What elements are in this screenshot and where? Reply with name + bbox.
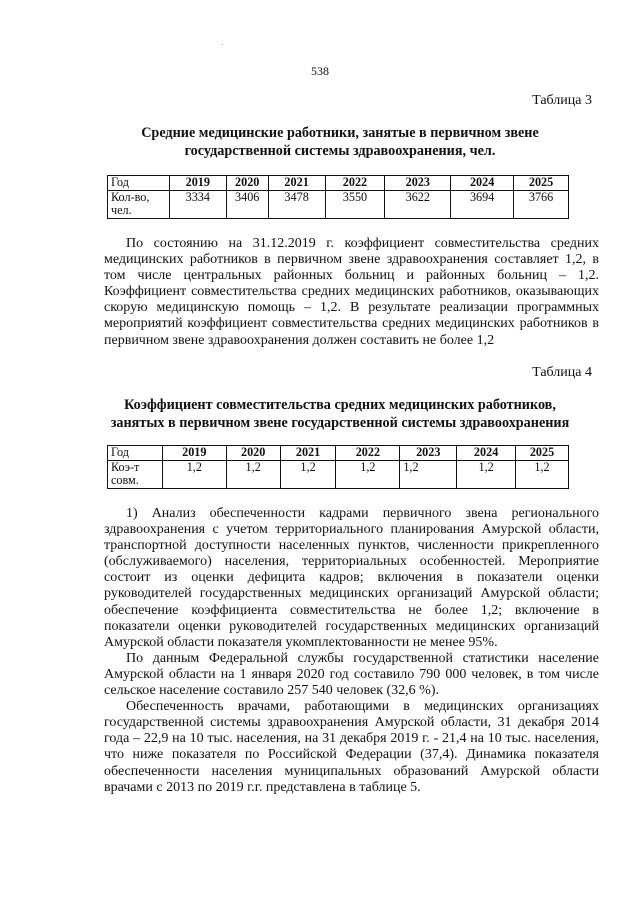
table4-header-cell: 2023 xyxy=(400,446,457,461)
table3-label: Таблица 3 xyxy=(532,93,592,108)
table3-title xyxy=(90,125,590,160)
table3-value-cell: 3478 xyxy=(268,190,325,218)
table4-value-cell: 1,2 xyxy=(336,460,400,488)
table3-data-row xyxy=(108,190,569,218)
table4-row-label xyxy=(108,460,163,488)
table3-value-cell: 3550 xyxy=(325,190,385,218)
table3-header-cell: 2022 xyxy=(325,176,385,191)
table4-value-cell: 1,2 xyxy=(400,460,457,488)
table3-header-cell: 2023 xyxy=(385,176,451,191)
table4-row-label-line2: совм. xyxy=(111,473,139,487)
table4-value-cell: 1,2 xyxy=(516,460,569,488)
table3-value-cell: 3766 xyxy=(514,190,569,218)
table3-header-cell: 2025 xyxy=(514,176,569,191)
table4-header-cell: Год xyxy=(108,446,163,461)
table4-row-label-line1: Коэ-т xyxy=(111,459,140,474)
table4-title-line1: Коэффициент совместительства средних медицинских работников, xyxy=(124,397,556,413)
table4-title xyxy=(60,397,620,432)
table4-header-cell: 2022 xyxy=(336,446,400,461)
scan-speck xyxy=(222,44,223,45)
paragraph-3: По данным Федеральной службы государственной статистики население Амурской области на 1 января 2020 год составило 790 000 человек, в том числе сельское население составило 257 540 человек (32,6 %). xyxy=(104,650,599,699)
table3-header-row xyxy=(108,176,569,191)
table3-header-cell: 2024 xyxy=(451,176,514,191)
table4-title-line2: занятых в первичном звене государственной системы здравоохранения xyxy=(110,414,570,431)
table3-header-cell: 2019 xyxy=(169,176,226,191)
table4-value-cell: 1,2 xyxy=(457,460,516,488)
table3-title-line2: государственной системы здравоохранения, чел. xyxy=(184,142,496,159)
table4-header-cell: 2021 xyxy=(280,446,336,461)
table3-value-cell: 3622 xyxy=(385,190,451,218)
table4-header-cell: 2025 xyxy=(516,446,569,461)
table3-row-label-line2: чел. xyxy=(111,203,132,217)
table4-header-cell: 2020 xyxy=(226,446,280,461)
table4-value-cell: 1,2 xyxy=(280,460,336,488)
table3-value-cell: 3334 xyxy=(169,190,226,218)
table4-value-cell: 1,2 xyxy=(162,460,226,488)
table3-row-label xyxy=(108,190,170,218)
page-number: 538 xyxy=(311,64,329,78)
table4-data-row xyxy=(108,460,569,488)
table3-value-cell: 3406 xyxy=(226,190,268,218)
table4-header-cell: 2019 xyxy=(162,446,226,461)
table4-header-cell: 2024 xyxy=(457,446,516,461)
paragraph-2: 1) Анализ обеспеченности кадрами первичного звена регионального здравоохранения с учетом территориального планирования Амурской области, транспортной доступности населенных пунктов, численности прикрепленного (обслуживаемого) населения, территориальных особенностей. Мероприятие состоит из оценки дефицита кадров; включения в показатели оценки руководителей государственных медицинских организаций Амурской области; обеспечение коэффициента совместительства не более 1,2; включение в показатели оценки руководителей государственных медицинских организаций Амурской области показателя укомплектованности не менее 95%. xyxy=(104,506,599,650)
body-text xyxy=(104,506,599,796)
table3-header-cell: 2021 xyxy=(268,176,325,191)
table3-header-cell: 2020 xyxy=(226,176,268,191)
table4-value-cell: 1,2 xyxy=(226,460,280,488)
table3-value-cell: 3694 xyxy=(451,190,514,218)
paragraph-4: Обеспеченность врачами, работающими в медицинских организациях государственной системы здравоохранения Амурской области, 31 декабря 2014 года – 22,9 на 10 тыс. населения, на 31 декабря 2019 г. - 21,4 на 10 тыс. населения, что ниже показателя по Российской Федерации (37,4). Динамика показателя обеспеченности населения муниципальных образований Амурской области врачами с 2013 по 2019 г.г. представлена в таблице 5. xyxy=(104,699,599,795)
table3-header-cell: Год xyxy=(108,176,170,191)
paragraph-1 xyxy=(104,236,599,349)
table3-row-label-line1: Кол-во, xyxy=(111,189,150,204)
table3-title-line1: Средние медицинские работники, занятые в первичном звене xyxy=(141,125,539,141)
table4-header-row xyxy=(108,446,569,461)
paragraph-1-text: По состоянию на 31.12.2019 г. коэффициент совместительства средних медицинских работников в первичном звене здравоохранения составляет 1,2, в том числе центральных районных больниц и районных больниц – 1,2. Коэффициент совместительства средних медицинских работников, оказывающих скорую медицинскую помощь – 1,2. В результате реализации программных мероприятий коэффициент совместительства средних медицинских работников в первичном звене здравоохранения должен составить не более 1,2 xyxy=(104,236,599,348)
table4-label: Таблица 4 xyxy=(532,365,592,380)
table3 xyxy=(107,175,569,219)
table4 xyxy=(107,445,569,489)
